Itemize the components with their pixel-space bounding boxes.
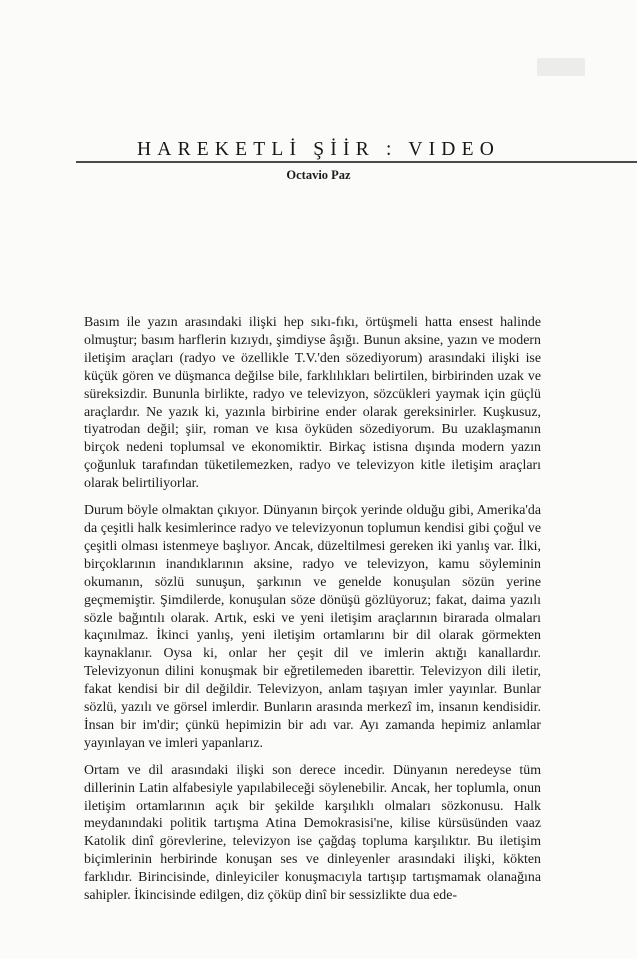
bleed-through-mark <box>537 58 585 76</box>
paragraph: Basım ile yazın arasındaki ilişki hep sıkı-fıkı, örtüşmeli hatta ensest halinde olmuştur; basım harflerin kızıydı, şimdiyse âşığı. Bunun aksine, yazın ve modern iletişim araçları (radyo ve özellikle T.V.'den sözediyorum) arasındaki ilişki ise küçük gören ve düşmanca değilse bile, farklılıkları belirtilen, birbirinden uzak ve süreksizdir. Bununla birlikte, radyo ve televizyon, sözcükleri yaymak için güçlü araçlardır. Ne yazık ki, yazınla birbirine ender olarak gereksinirler. Kuşkusuz, tiyatrodan değil; şiir, roman ve kısa öyküden sözediyorum. Bu uzaklaşmanın birçok nedeni toplumsal ve ekonomiktir. Birkaç istisna dışında modern yazın çoğunluk tarafından tüketilemezken, radyo ve televizyon kitle iletişim araçları olarak belirtiliyorlar. <box>84 315 541 492</box>
article-body <box>84 314 541 905</box>
paragraph: Durum böyle olmaktan çıkıyor. Dünyanın birçok yerinde olduğu gibi, Amerika'da da çeşitli halk kesimlerince radyo ve televizyonun toplumun kendisi gibi çoğul ve çeşitli olması istenmeye başlıyor. Ancak, düzeltilmesi gereken iki yanlış var. İlki, birçoklarının inandıklarının aksine, radyo ve televizyon, kamu söyleminin okumanın, sözlü sunuşun, şarkının ve genelde konuşulan sözün yerine geçmemiştir. Şimdilerde, konuşulan söze dönüşü gözlüyoruz; fakat, daima yazılı sözle bağıntılı olarak. Artık, eski ve yeni iletişim araçlarının birarada olmaları kaçınılmaz. İkinci yanlış, yeni iletişim ortamlarını bir dil olarak görmekten kaynaklanır. Oysa ki, onlar her çeşit dil ve imlerin aktığı kanallardır. Televizyonun dilini konuşmak bir eğretilemeden ibarettir. Televizyon dili iletir, fakat kendisi bir dil değildir. Televizyon, anlam taşıyan imler yayınlar. Bunlar sözlü, yazılı ve görsel imlerdir. Bunların arasında merkezî im, insanın kendisidir. İnsan bir im'dir; çünkü hepimizin bir adı var. Ayı zamanda hepimiz anlamlar yayınlayan ve imleri yapanlarız. <box>84 503 541 751</box>
paragraph: Ortam ve dil arasındaki ilişki son derece incedir. Dünyanın neredeyse tüm dillerinin Latin alfabesiyle yapılabileceği söylenebilir. Ancak, her toplumla, onun iletişim ortamlarının açık bir şekilde karşılıklı olmaları sözkonusu. Halk meydanındaki politik tartışma Atina Demokrasisi'ne, kilise kürsüsünden vaaz Katolik dinî görevlerine, televizyon ise çağdaş topluma karşılıktır. Bu iletişim biçimlerinin herbirinde konuşan ses ve dinleyenler arasındaki ilişki, kökten farklıdır. Birincisinde, dinleyiciler konuşmacıyla tartışıp tartışmamak olanağına sahipler. İkincisinde edilgen, diz çöküp dinî bir sessizlikte dua ede- <box>84 762 541 904</box>
title-rule <box>76 161 637 163</box>
article-title: HAREKETLİ ŞİİR : VIDEO <box>137 139 500 160</box>
article-author: Octavio Paz <box>286 168 351 182</box>
